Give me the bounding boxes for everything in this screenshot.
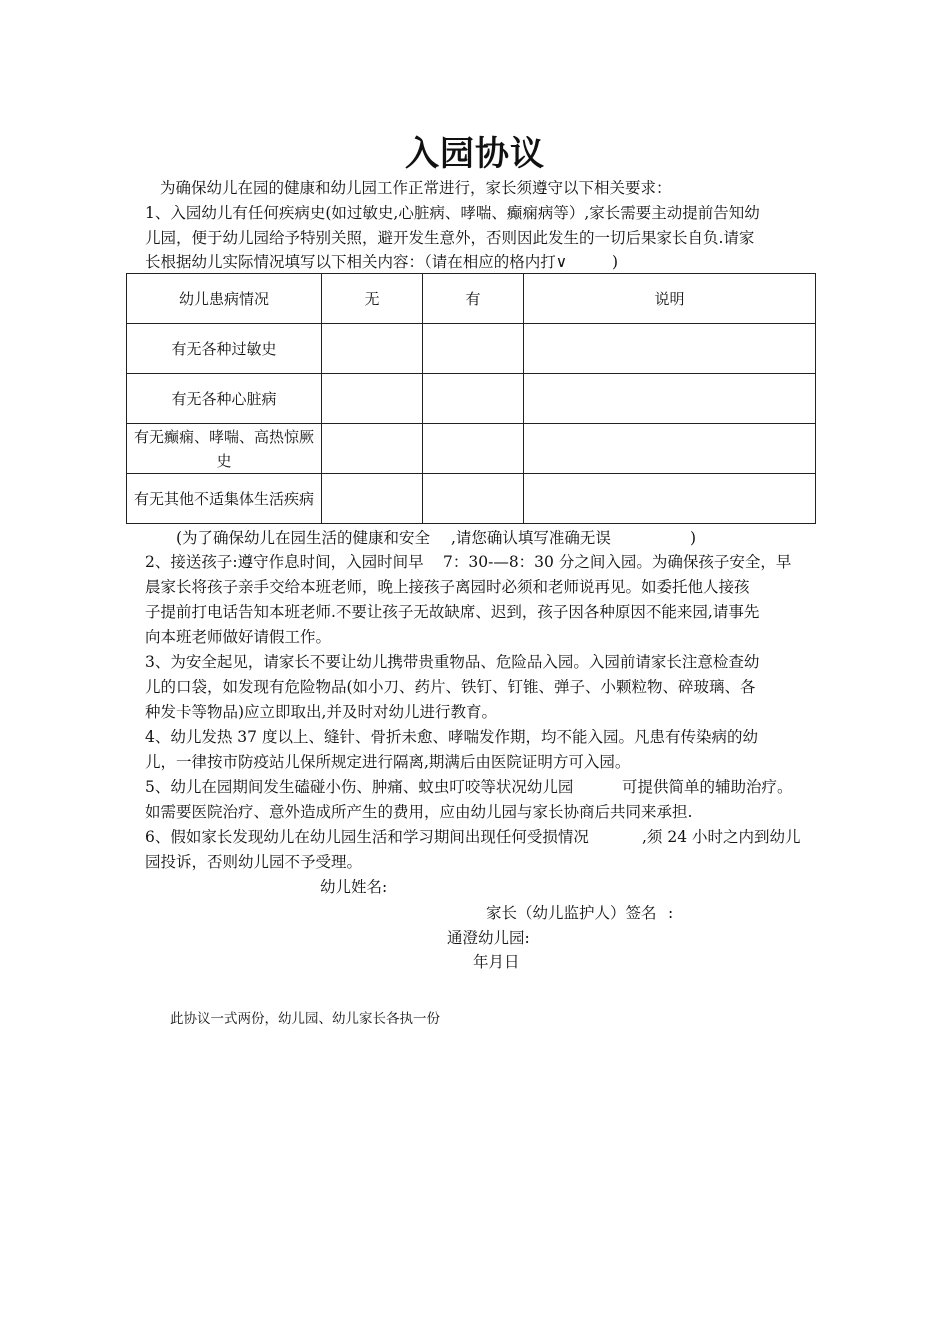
item3-line2: 儿的口袋，如发现有危险物品(如小刀、药片、铁钉、钉锥、弹子、小颗粒物、碎玻璃、各 bbox=[145, 678, 756, 696]
page-title: 入园协议 bbox=[405, 134, 545, 174]
row-heart-label: 有无各种心脏病 bbox=[127, 374, 322, 424]
row-other-label: 有无其他不适集体生活疾病 bbox=[127, 474, 322, 524]
row-heart-yes-cell[interactable] bbox=[423, 374, 524, 424]
item5-line1b: 可提供简单的辅助治疗。 bbox=[622, 778, 793, 796]
row-other-yes-cell[interactable] bbox=[423, 474, 524, 524]
table-row bbox=[127, 324, 816, 374]
row-allergy-yes-cell[interactable] bbox=[423, 324, 524, 374]
row-heart-note-cell[interactable] bbox=[524, 374, 816, 424]
item2-line3: 子提前打电话告知本班老师.不要让孩子无故缺席、迟到，孩子因各种原因不能来园,请事先 bbox=[145, 603, 760, 621]
row-other-note-cell[interactable] bbox=[524, 474, 816, 524]
item6-line2: 园投诉，否则幼儿园不予受理。 bbox=[145, 853, 363, 871]
parent-signature-colon: : bbox=[668, 904, 674, 922]
header-no: 无 bbox=[322, 274, 423, 324]
item2-line1b: 7：30-—8：30 分之间入园。为确保孩子安全，早 bbox=[443, 553, 792, 571]
row-epilepsy-note-cell[interactable] bbox=[524, 424, 816, 474]
row-allergy-label: 有无各种过敏史 bbox=[127, 324, 322, 374]
header-note: 说明 bbox=[524, 274, 816, 324]
header-yes: 有 bbox=[423, 274, 524, 324]
child-name-label: 幼儿姓名: bbox=[320, 878, 388, 896]
health-history-table bbox=[126, 273, 816, 524]
kindergarten-signature-label: 通澄幼儿园: bbox=[447, 929, 530, 947]
item2-line4: 向本班老师做好请假工作。 bbox=[145, 628, 332, 646]
row-other-no-cell[interactable] bbox=[322, 474, 423, 524]
footnote: 此协议一式两份，幼儿园、幼儿家长各执一份 bbox=[170, 1011, 440, 1027]
item4-line1: 4、幼儿发热 37 度以上、缝针、骨折未愈、哮喘发作期，均不能入园。凡患有传染病的幼 bbox=[145, 728, 758, 746]
row-epilepsy-no-cell[interactable] bbox=[322, 424, 423, 474]
item6-line1b: ,须 24 小时之内到幼儿 bbox=[642, 828, 801, 846]
row-allergy-note-cell[interactable] bbox=[524, 324, 816, 374]
table-note-part3: ) bbox=[690, 529, 697, 547]
intro-paragraph: 为确保幼儿在园的健康和幼儿园工作正常进行，家长须遵守以下相关要求： bbox=[160, 179, 672, 197]
item2-line1a: 2、接送孩子:遵守作息时间，入园时间早 bbox=[145, 553, 424, 571]
item1-line1: 1、入园幼儿有任何疾病史(如过敏史,心脏病、哮喘、癫痫病等）,家长需要主动提前告知幼 bbox=[145, 204, 760, 222]
table-note-part2: ,请您确认填写准确无误 bbox=[451, 529, 611, 547]
table-row bbox=[127, 374, 816, 424]
parent-signature-label: 家长（幼儿监护人）签名 bbox=[486, 904, 657, 922]
item6-line1a: 6、假如家长发现幼儿在幼儿园生活和学习期间出现任何受损情况 bbox=[145, 828, 589, 846]
table-header-row bbox=[127, 274, 816, 324]
item1-line3-end: ) bbox=[612, 253, 619, 271]
row-epilepsy-yes-cell[interactable] bbox=[423, 424, 524, 474]
item2-line2: 晨家长将孩子亲手交给本班老师，晚上接孩子离园时必须和老师说再见。如委托他人接孩 bbox=[145, 578, 750, 596]
table-row bbox=[127, 474, 816, 524]
row-heart-no-cell[interactable] bbox=[322, 374, 423, 424]
item5-line2: 如需要医院治疗、意外造成所产生的费用，应由幼儿园与家长协商后共同来承担. bbox=[145, 803, 693, 821]
table-note-part1: (为了确保幼儿在园生活的健康和安全 bbox=[176, 529, 431, 547]
item1-line2: 儿园，便于幼儿园给予特别关照，避开发生意外，否则因此发生的一切后果家长自负.请家 bbox=[145, 229, 755, 247]
row-epilepsy-label: 有无癫痫、哮喘、高热惊厥史 bbox=[127, 424, 322, 474]
date-label: 年月日 bbox=[473, 953, 520, 971]
item1-line3: 长根据幼儿实际情况填写以下相关内容：（请在相应的格内打∨ bbox=[145, 253, 568, 271]
row-allergy-no-cell[interactable] bbox=[322, 324, 423, 374]
header-condition: 幼儿患病情况 bbox=[127, 274, 322, 324]
item4-line2: 儿，一律按市防疫站儿保所规定进行隔离,期满后由医院证明方可入园。 bbox=[145, 753, 631, 771]
item5-line1a: 5、幼儿在园期间发生磕碰小伤、肿痛、蚊虫叮咬等状况幼儿园 bbox=[145, 778, 574, 796]
table-row bbox=[127, 424, 816, 474]
item3-line3: 种发卡等物品)应立即取出,并及时对幼儿进行教育。 bbox=[145, 703, 497, 721]
item3-line1: 3、为安全起见，请家长不要让幼儿携带贵重物品、危险品入园。入园前请家长注意检查幼 bbox=[145, 653, 760, 671]
